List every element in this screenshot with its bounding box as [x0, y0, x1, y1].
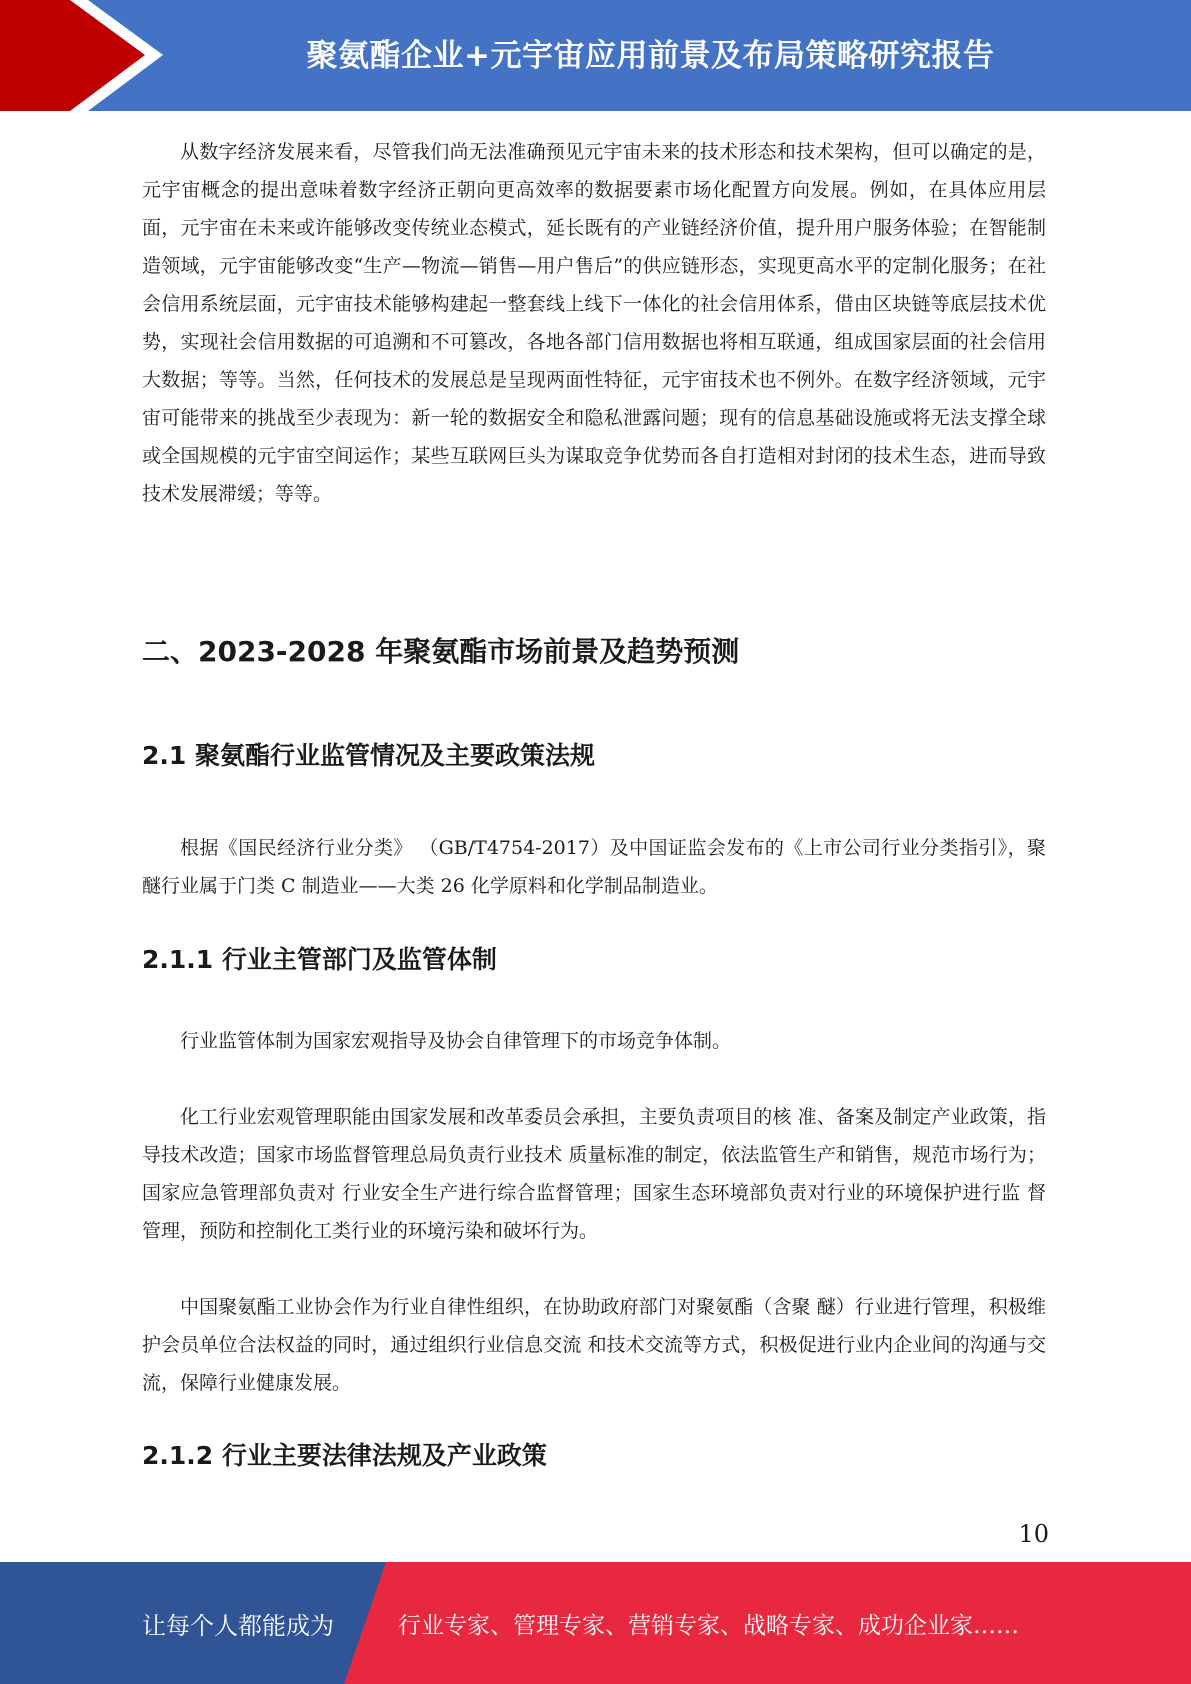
footer-slogan: 让每个人都能成为: [142, 1611, 334, 1640]
section-2-1-2-heading: 2.1.2 行业主要法律法规及产业政策: [142, 1441, 547, 1470]
report-title: 聚氨酯企业+元宇宙应用前景及布局策略研究报告: [306, 37, 995, 74]
section-2-heading: 二、2023-2028 年聚氨酯市场前景及趋势预测: [142, 635, 740, 668]
page-footer: [0, 1562, 1191, 1684]
section-2-1-paragraph: 根据《国民经济行业分类》 （GB/T4754-2017）及中国证监会发布的《上市公司行业分类指引》，聚醚行业属于门类 C 制造业——大类 26 化学原料和化学制品制造业。: [142, 837, 1046, 897]
section-2-heading-block: [142, 632, 1046, 672]
section-2-1-1-paragraph-3: 中国聚氨酯工业协会作为行业自律性组织，在协助政府部门对聚氨酯（含聚 醚）行业进行管理，积极维护会员单位合法权益的同时，通过组织行业信息交流 和技术交流等方式，积极促进行业内企业间的沟通与交流，保障行业健康发展。: [142, 1296, 1046, 1394]
section-2-1-1-body-1: [142, 1022, 1046, 1060]
section-2-1-1-heading-block: [142, 942, 1046, 978]
section-2-1-1-paragraph-2: 化工行业宏观管理职能由国家发展和改革委员会承担，主要负责项目的核 准、备案及制定产业政策，指导技术改造；国家市场监督管理总局负责行业技术 质量标准的制定，依法监管生产和销售，规范市场行为；国家应急管理部负责对 行业安全生产进行综合监督管理；国家生态环境部负责对行业的环境保护进行监 督管理，预防和控制化工类行业的环境污染和破坏行为。: [142, 1106, 1046, 1242]
section-2-1-heading-block: [142, 738, 1046, 774]
section-2-1-heading: 2.1 聚氨酯行业监管情况及主要政策法规: [142, 741, 595, 770]
section-2-1-body: [142, 829, 1046, 905]
section-2-1-2-heading-block: [142, 1438, 1046, 1474]
page-header: [0, 0, 1191, 111]
footer-roles: 行业专家、管理专家、营销专家、战略专家、成功企业家……: [398, 1612, 1019, 1639]
section-2-1-1-body-2: [142, 1098, 1046, 1250]
intro-section: [142, 133, 1046, 513]
section-2-1-1-body-3: [142, 1288, 1046, 1402]
section-2-1-1-paragraph-1: 行业监管体制为国家宏观指导及协会自律管理下的市场竞争体制。: [180, 1030, 732, 1052]
intro-paragraph: 从数字经济发展来看，尽管我们尚无法准确预见元宇宙未来的技术形态和技术架构，但可以确定的是，元宇宙概念的提出意味着数字经济正朝向更高效率的数据要素市场化配置方向发展。例如，在具体应用层面，元宇宙在未来或许能够改变传统业态模式，延长既有的产业链经济价值，提升用户服务体验；在智能制造领域，元宇宙能够改变“生产—物流—销售—用户售后”的供应链形态，实现更高水平的定制化服务；在社会信用系统层面，元宇宙技术能够构建起一整套线上线下一体化的社会信用体系，借由区块链等底层技术优势，实现社会信用数据的可追溯和不可篡改，各地各部门信用数据也将相互联通，组成国家层面的社会信用大数据；等等。当然，任何技术的发展总是呈现两面性特征，元宇宙技术也不例外。在数字经济领域，元宇宙可能带来的挑战至少表现为：新一轮的数据安全和隐私泄露问题；现有的信息基础设施或将无法支撑全球或全国规模的元宇宙空间运作；某些互联网巨头为谋取竞争优势而各自打造相对封闭的技术生态，进而导致技术发展滞缓；等等。: [142, 141, 1046, 505]
page-number: 10: [1018, 1520, 1049, 1548]
section-2-1-1-heading: 2.1.1 行业主管部门及监管体制: [142, 945, 497, 974]
